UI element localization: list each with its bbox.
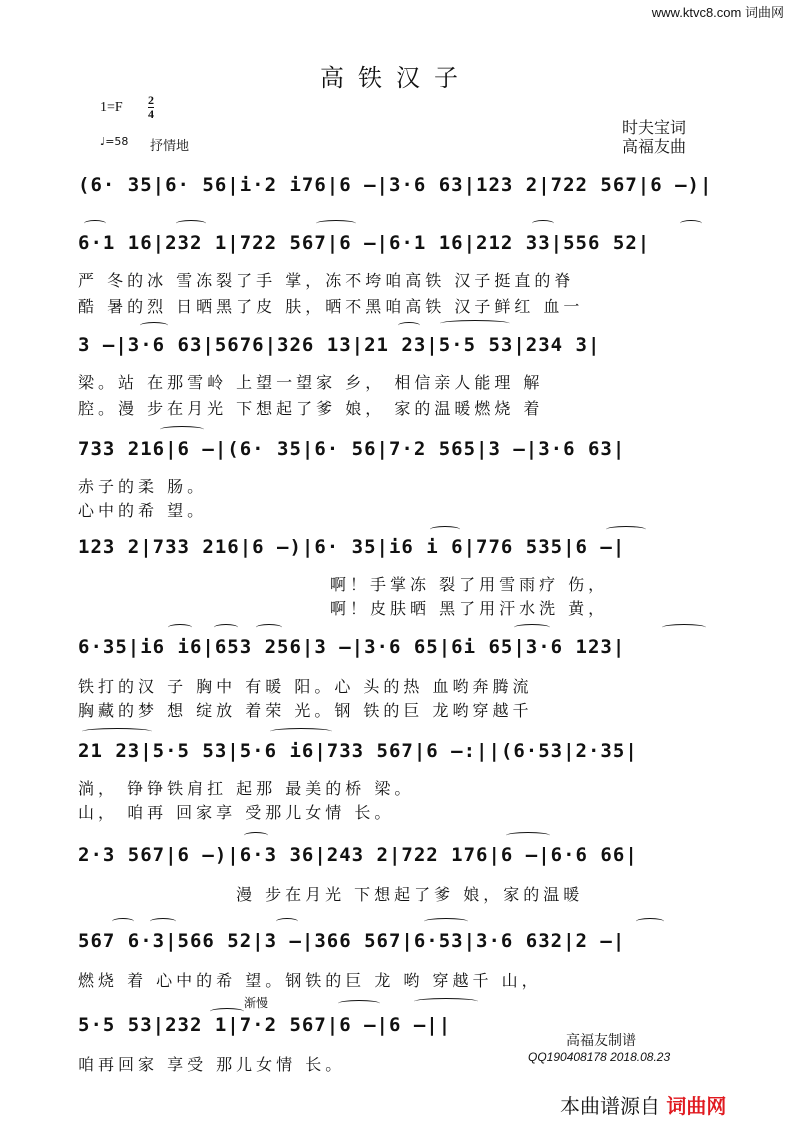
- key-signature: 1=F: [100, 100, 123, 115]
- lyrics-5-verse-2: 啊！皮肤晒 黑了用汗水洗 黄，: [330, 599, 609, 618]
- contact-info: QQ190408178 2018.08.23: [528, 1050, 671, 1064]
- lyrics-4-verse-2: 心中的希 望。: [78, 501, 208, 520]
- lyrics-6-verse-2: 胸藏的梦 想 绽放 着荣 光。钢 铁的巨 龙哟穿越千: [78, 701, 533, 720]
- lyrics-5-verse-1: 啊！手掌冻 裂了用雪雨疗 伤，: [330, 575, 609, 594]
- lyrics-6-verse-1: 铁打的汉 子 胸中 有暖 阳。心 头的热 血哟奔腾流: [78, 677, 533, 696]
- score-system-10: 5·5 53|232 1|7·2 567|6 –|6 –||: [78, 1014, 452, 1036]
- score-system-8: 2·3 567|6 –)|6·3 36|243 2|722 176|6 –|6·6 66|: [78, 844, 638, 866]
- ritardando-marking: 渐慢: [244, 996, 269, 1010]
- score-system-7: 21 23|5·5 53|5·6 i6|733 567|6 –:||(6·53|2·35|: [78, 740, 638, 762]
- score-system-6: 6·35|i6 i6|653 256|3 –|3·6 65|6i 65|3·6 123|: [78, 636, 626, 658]
- composer-credit: 高福友曲: [622, 137, 687, 156]
- source-footer: [560, 1090, 726, 1119]
- score-system-2: 6·1 16|232 1|722 567|6 –|6·1 16|212 33|556 52|: [78, 232, 651, 254]
- lyrics-8: 漫 步在月光 下想起了爹 娘，家的温暖: [236, 885, 584, 904]
- meter-top: 2: [148, 93, 154, 107]
- lyrics-3-verse-2: 腔。漫 步在月光 下想起了爹 娘， 家的温暖燃烧 着: [78, 399, 544, 418]
- footer-brand[interactable]: 词曲网: [666, 1094, 727, 1118]
- score-system-5: 123 2|733 216|6 –)|6· 35|i6 i 6|776 535|6 –|: [78, 536, 626, 558]
- lyrics-4-verse-1: 赤子的柔 肠。: [78, 477, 208, 496]
- lyrics-7-verse-2: 山， 咱再 回家享 受那儿女情 长。: [78, 803, 395, 822]
- score-system-9: 567 6·3|566 52|3 –|366 567|6·53|3·6 632|2 –|: [78, 930, 626, 952]
- lyrics-2-verse-2: 酷 暑的烈 日晒黑了皮 肤，晒不黑咱高铁 汉子鲜红 血一: [78, 297, 584, 316]
- score-system-3: 3 –|3·6 63|5676|326 13|21 23|5·5 53|234 3|: [78, 334, 601, 356]
- site-url[interactable]: www.ktvc8.com 词曲网: [651, 5, 784, 20]
- expression-marking: 抒情地: [150, 139, 190, 154]
- footer-source-text: 本曲谱源自: [560, 1094, 660, 1118]
- lyrics-9: 燃烧 着 心中的希 望。钢铁的巨 龙 哟 穿越千 山，: [78, 971, 542, 990]
- notation-maker: 高福友制谱: [566, 1033, 636, 1049]
- song-title: 高铁汉子: [320, 64, 472, 92]
- lyrics-7-verse-1: 淌， 铮铮铁肩扛 起那 最美的桥 梁。: [78, 779, 415, 798]
- lyricist-credit: 时夫宝词: [622, 118, 687, 137]
- score-system-1: (6· 35|6· 56|i·2 i76|6 –|3·6 63|123 2|722 567|6 –)|: [78, 174, 713, 196]
- lyrics-10: 咱再回家 享受 那儿女情 长。: [78, 1055, 346, 1074]
- lyrics-3-verse-1: 梁。站 在那雪岭 上望一望家 乡， 相信亲人能理 解: [78, 373, 544, 392]
- meter-bottom: 4: [148, 107, 154, 121]
- lyrics-2-verse-1: 严 冬的冰 雪冻裂了手 掌，冻不垮咱高铁 汉子挺直的脊: [78, 271, 575, 290]
- score-system-4: 733 216|6 –|(6· 35|6· 56|7·2 565|3 –|3·6 63|: [78, 438, 626, 460]
- site-header: [0, 0, 792, 22]
- tempo-marking: ♩=58: [100, 135, 129, 148]
- time-signature: [148, 94, 154, 121]
